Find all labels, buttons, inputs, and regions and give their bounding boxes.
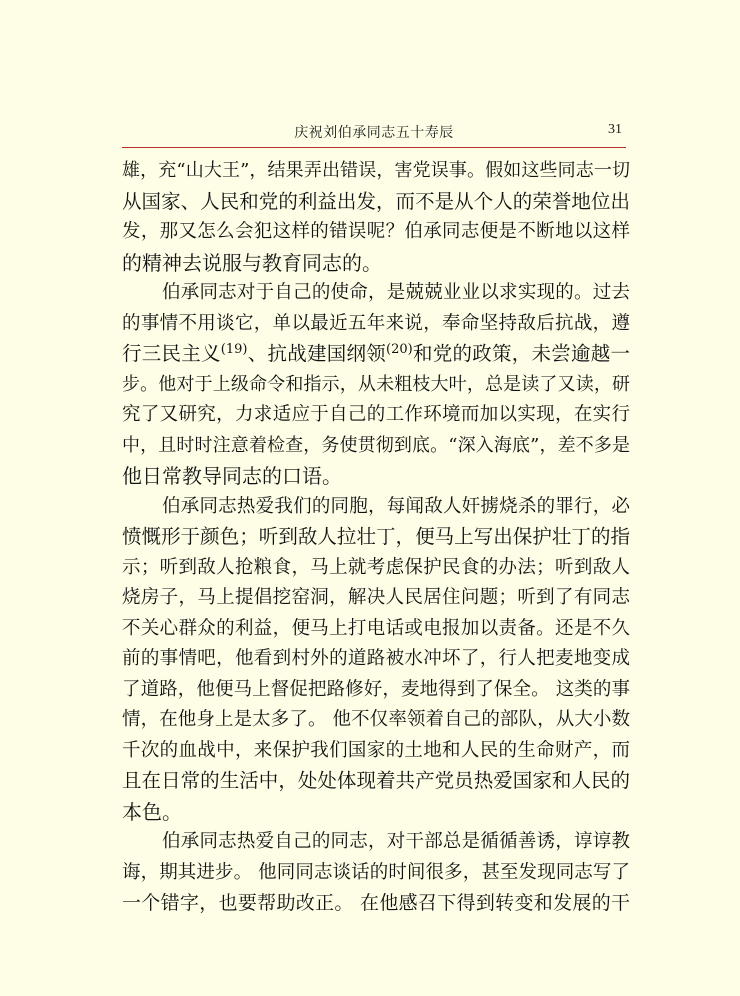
text-line-with-notes <box>122 339 630 370</box>
text-line: 伯承同志热爱我们的同胞，每闻敌人奸掳烧杀的罪行，必 <box>162 495 630 517</box>
text-line: 伯承同志热爱自己的同志，对干部总是循循善诱，谆谆教 <box>162 831 630 852</box>
body-text <box>122 156 630 919</box>
text-line: 愤慨形于颜色；听到敌人拉壮丁，便马上写出保护壮丁的指 <box>122 525 630 548</box>
text-fragment: 、抗战建国纲领 <box>247 342 386 365</box>
text-line: 千次的血战中，来保护我们国家的土地和人民的生命财产，而 <box>122 739 630 761</box>
text-line: 发，那又怎么会犯这样的错误呢？伯承同志便是不断地以这样 <box>122 221 630 242</box>
text-fragment: 行三民主义 <box>122 342 221 365</box>
text-line: 前的事情吧，他看到村外的道路被水冲坏了，行人把麦地变成 <box>122 648 630 669</box>
text-line: 雄，充“山大王”，结果弄出错误，害党误事。假如这些同志一切 <box>122 160 630 181</box>
text-line: 不关心群众的利益，便马上打电话或电报加以责备。还是不久 <box>122 617 630 639</box>
text-line: 究了又研究，力求适应于自己的工作环境而加以实现，在实行 <box>122 404 630 425</box>
text-line: 诲，期其进步。 他同同志谈话的时间很多，甚至发现同志写了 <box>122 861 630 883</box>
text-line: 了道路，他便马上督促把路修好，麦地得到了保全。 这类的事 <box>122 678 630 700</box>
text-line: 本色。 <box>122 799 182 824</box>
text-line: 且在日常的生活中，处处体现着共产党员热爱国家和人民的 <box>122 769 630 792</box>
text-fragment: 和党的政策，未尝逾越一 <box>412 342 630 365</box>
text-line: 从国家、人民和党的利益出发，而不是从个人的荣誉地位出 <box>122 189 630 213</box>
text-line: 一个错字，也要帮助改正。 在他感召下得到转变和发展的干 <box>122 892 630 914</box>
text-line: 他日常教导同志的口语。 <box>122 464 342 488</box>
running-header-title: 庆祝刘伯承同志五十寿辰 <box>294 125 454 141</box>
text-line: 步。他对于上级命令和指示，从未粗枝大叶，总是读了又读，研 <box>122 373 630 395</box>
text-line: 的精神去说服与教育同志的。 <box>122 250 382 275</box>
text-line: 伯承同志对于自己的使命，是兢兢业业以求实现的。过去 <box>162 282 630 303</box>
page-number: 31 <box>608 122 622 137</box>
text-line: 情，在他身上是太多了。 他不仅率领着自己的部队，从大小数 <box>122 709 630 730</box>
footnote-marker: (20) <box>386 342 413 357</box>
text-line: 中，且时时注意着检查，务使贯彻到底。“深入海底”，差不多是 <box>122 434 630 456</box>
running-header <box>122 122 626 144</box>
footnote-marker: (19) <box>220 342 248 357</box>
header-divider <box>122 147 626 148</box>
text-line: 示；听到敌人抢粮食，马上就考虑保护民食的办法；听到敌人 <box>122 556 630 578</box>
text-line: 烧房子，马上提倡挖窑洞，解决人民居住问题；听到了有同志 <box>122 587 630 608</box>
text-line: 的事情不用谈它，单以最近五年来说，奉命坚持敌后抗战，遵 <box>122 312 630 334</box>
